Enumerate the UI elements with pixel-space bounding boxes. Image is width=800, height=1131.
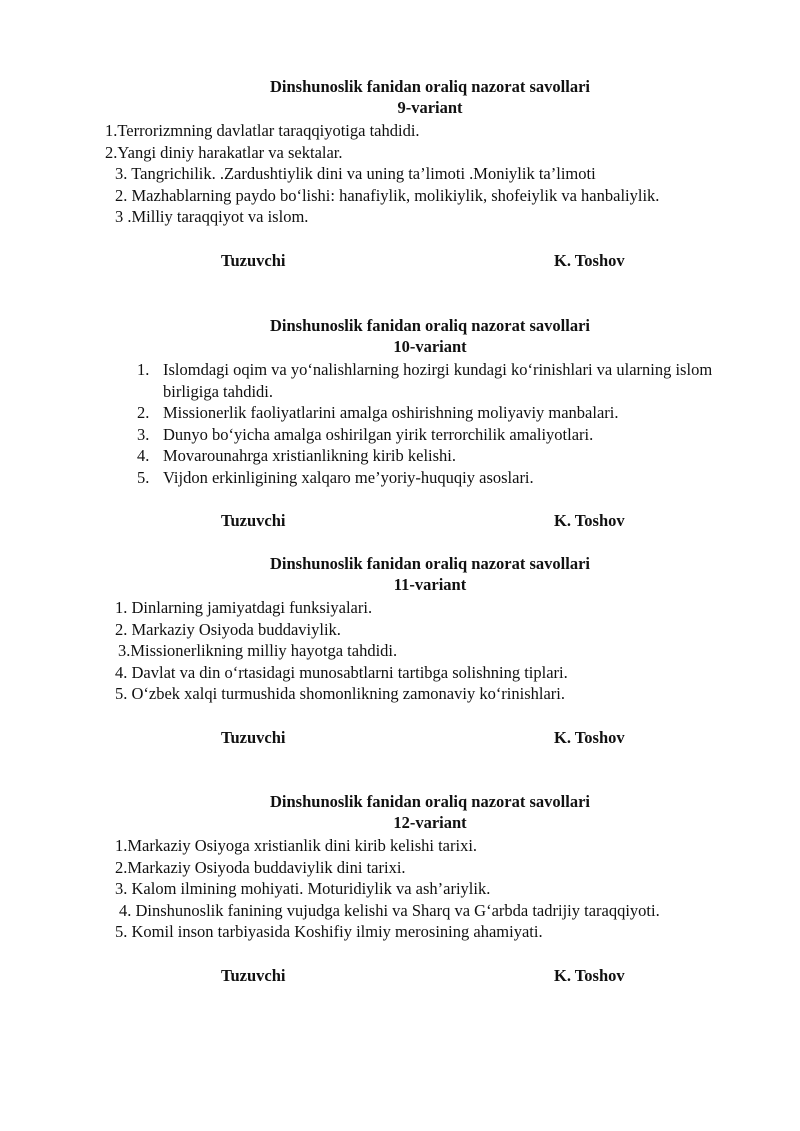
question-item: 1. Dinlarning jamiyatdagi funksiyalari.	[115, 598, 373, 617]
section-title: Dinshunoslik fanidan oraliq nazorat savollari	[270, 316, 590, 335]
question-item: 2. Markaziy Osiyoda buddaviylik.	[115, 620, 341, 639]
question-item: 4. Dinshunoslik fanining vujudga kelishi va Sharq va G‘arbda tadrijiy taraqqiyoti.	[119, 901, 660, 920]
question-list	[137, 359, 757, 488]
question-item	[137, 445, 757, 467]
item-text: Islomdagi oqim va yo‘nalishlarning hozirgi kundagi ko‘rinishlari va ularning islom birligiga tahdidi.	[163, 360, 713, 401]
question-item	[137, 402, 757, 424]
question-item: 1.Markaziy Osiyoga xristianlik dini kirib kelishi tarixi.	[115, 836, 478, 855]
item-text: Missionerlik faoliyatlarini amalga oshirishning moliyaviy manbalari.	[163, 403, 619, 422]
section-title: Dinshunoslik fanidan oraliq nazorat savollari	[270, 554, 590, 573]
variant-heading: 10-variant	[393, 337, 467, 356]
question-item: 4. Davlat va din o‘rtasidagi munosabtlarni tartibga solishning tiplari.	[115, 663, 568, 682]
question-item: 2.Markaziy Osiyoda buddaviylik dini tarixi.	[115, 858, 406, 877]
compiler-label: Tuzuvchi	[221, 728, 286, 747]
compiler-label: Tuzuvchi	[221, 511, 286, 530]
question-item: 1.Terrorizmning davlatlar taraqqiyotiga tahdidi.	[105, 121, 420, 140]
question-item: 2. Mazhablarning paydo bo‘lishi: hanafiylik, molikiylik, shofeiylik va hanbaliylik.	[115, 186, 660, 205]
item-number: 1.	[137, 360, 150, 379]
question-item	[137, 424, 757, 446]
item-text: Vijdon erkinligining xalqaro me’yoriy-huquqiy asoslari.	[163, 467, 534, 487]
item-text: Dunyo bo‘yicha amalga oshirilgan yirik terrorchilik amaliyotlari.	[163, 424, 594, 444]
compiler-name: K. Toshov	[554, 251, 625, 270]
item-number: 5.	[137, 467, 150, 487]
variant-heading: 12-variant	[393, 813, 467, 832]
question-item: 3.Missionerlikning milliy hayotga tahdidi.	[118, 641, 398, 660]
question-item: 5. O‘zbek xalqi turmushida shomonlikning zamonaviy ko‘rinishlari.	[115, 684, 566, 703]
question-item	[137, 359, 757, 402]
item-text: Movarounahrga xristianlikning kirib kelishi.	[163, 446, 456, 465]
variant-heading: 11-variant	[393, 575, 467, 594]
compiler-name: K. Toshov	[554, 966, 625, 985]
question-item: 5. Komil inson tarbiyasida Koshifiy ilmiy merosining ahamiyati.	[115, 922, 543, 941]
question-item: 3. Tangrichilik. .Zardushtiylik dini va uning ta’limoti .Moniylik ta’limoti	[115, 164, 596, 183]
section-title: Dinshunoslik fanidan oraliq nazorat savollari	[270, 77, 590, 96]
section-title: Dinshunoslik fanidan oraliq nazorat savollari	[270, 792, 590, 811]
variant-heading: 9-variant	[397, 98, 463, 117]
compiler-name: K. Toshov	[554, 511, 625, 530]
item-number: 3.	[137, 424, 150, 444]
compiler-label: Tuzuvchi	[221, 251, 286, 270]
question-item: 3 .Milliy taraqqiyot va islom.	[115, 207, 309, 226]
compiler-name: K. Toshov	[554, 728, 625, 747]
item-number: 2.	[137, 403, 150, 422]
question-item	[137, 467, 757, 489]
item-number: 4.	[137, 446, 150, 465]
question-item: 3. Kalom ilmining mohiyati. Moturidiylik va ash’ariylik.	[115, 879, 491, 898]
question-item: 2.Yangi diniy harakatlar va sektalar.	[105, 143, 343, 162]
compiler-label: Tuzuvchi	[221, 966, 286, 985]
